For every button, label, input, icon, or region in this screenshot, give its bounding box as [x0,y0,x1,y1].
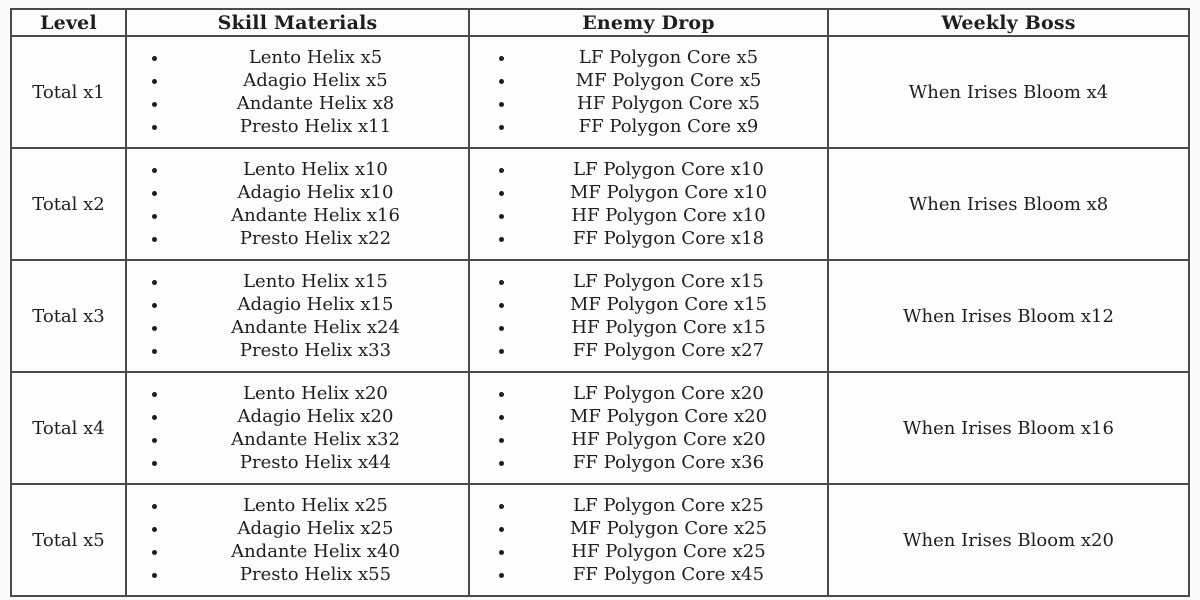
skill-materials-list [127,494,468,586]
list-item: • Andante Helix x24 [169,316,462,339]
level-cell [11,484,126,596]
weekly-boss-label: When Irises Bloom x16 [903,417,1114,439]
list-item: • Andante Helix x8 [169,92,462,115]
skill-materials-cell [126,260,469,372]
level-label: Total x5 [32,529,105,551]
level-cell [11,260,126,372]
list-item: • Lento Helix x10 [169,158,462,181]
list-item: • FF Polygon Core x36 [516,451,821,474]
level-cell [11,148,126,260]
weekly-boss-label: When Irises Bloom x12 [903,305,1114,327]
list-item: • Presto Helix x11 [169,115,462,138]
list-item: • HF Polygon Core x15 [516,316,821,339]
list-item: • Lento Helix x15 [169,270,462,293]
column-header-skill-materials: Skill Materials [126,9,469,36]
list-item: • Adagio Helix x10 [169,181,462,204]
list-item: • Andante Helix x40 [169,540,462,563]
table-body [11,36,1189,596]
list-item: • Andante Helix x16 [169,204,462,227]
enemy-drop-cell [469,36,828,148]
column-header-weekly-boss: Weekly Boss [828,9,1189,36]
list-item: • LF Polygon Core x5 [516,46,821,69]
list-item: • HF Polygon Core x20 [516,428,821,451]
level-label: Total x4 [32,417,105,439]
list-item: • MF Polygon Core x10 [516,181,821,204]
list-item: • MF Polygon Core x20 [516,405,821,428]
materials-table-container [10,8,1190,597]
table-row [11,484,1189,596]
header-row [11,9,1189,36]
skill-materials-cell [126,484,469,596]
skill-materials-cell [126,148,469,260]
list-item: • Andante Helix x32 [169,428,462,451]
column-header-level: Level [11,9,126,36]
enemy-drop-cell [469,148,828,260]
level-cell [11,372,126,484]
list-item: • FF Polygon Core x27 [516,339,821,362]
level-label: Total x2 [32,193,105,215]
weekly-boss-cell [828,260,1189,372]
list-item: • Presto Helix x22 [169,227,462,250]
list-item: • HF Polygon Core x5 [516,92,821,115]
list-item: • Lento Helix x25 [169,494,462,517]
list-item: • MF Polygon Core x5 [516,69,821,92]
enemy-drop-cell [469,484,828,596]
enemy-drop-cell [469,372,828,484]
skill-materials-cell [126,36,469,148]
table-row [11,372,1189,484]
list-item: • LF Polygon Core x25 [516,494,821,517]
skill-materials-list [127,158,468,250]
list-item: • Adagio Helix x5 [169,69,462,92]
weekly-boss-cell [828,36,1189,148]
table-header [11,9,1189,36]
enemy-drop-cell [469,260,828,372]
weekly-boss-cell [828,484,1189,596]
list-item: • LF Polygon Core x10 [516,158,821,181]
column-header-enemy-drop: Enemy Drop [469,9,828,36]
list-item: • MF Polygon Core x25 [516,517,821,540]
level-label: Total x1 [32,81,105,103]
list-item: • Adagio Helix x15 [169,293,462,316]
weekly-boss-label: When Irises Bloom x4 [908,81,1109,103]
enemy-drop-list [470,158,827,250]
materials-table [10,8,1190,597]
weekly-boss-label: When Irises Bloom x20 [903,529,1114,551]
list-item: • FF Polygon Core x9 [516,115,821,138]
list-item: • Adagio Helix x20 [169,405,462,428]
list-item: • Lento Helix x5 [169,46,462,69]
table-row [11,260,1189,372]
list-item: • Adagio Helix x25 [169,517,462,540]
skill-materials-list [127,382,468,474]
skill-materials-cell [126,372,469,484]
list-item: • Presto Helix x33 [169,339,462,362]
enemy-drop-list [470,494,827,586]
list-item: • MF Polygon Core x15 [516,293,821,316]
weekly-boss-cell [828,372,1189,484]
level-label: Total x3 [32,305,105,327]
level-cell [11,36,126,148]
list-item: • Presto Helix x55 [169,563,462,586]
list-item: • Lento Helix x20 [169,382,462,405]
enemy-drop-list [470,46,827,138]
table-row [11,148,1189,260]
skill-materials-list [127,270,468,362]
weekly-boss-cell [828,148,1189,260]
table-row [11,36,1189,148]
list-item: • FF Polygon Core x18 [516,227,821,250]
enemy-drop-list [470,270,827,362]
list-item: • FF Polygon Core x45 [516,563,821,586]
weekly-boss-label: When Irises Bloom x8 [908,193,1109,215]
list-item: • LF Polygon Core x15 [516,270,821,293]
list-item: • HF Polygon Core x25 [516,540,821,563]
list-item: • Presto Helix x44 [169,451,462,474]
list-item: • LF Polygon Core x20 [516,382,821,405]
skill-materials-list [127,46,468,138]
list-item: • HF Polygon Core x10 [516,204,821,227]
enemy-drop-list [470,382,827,474]
